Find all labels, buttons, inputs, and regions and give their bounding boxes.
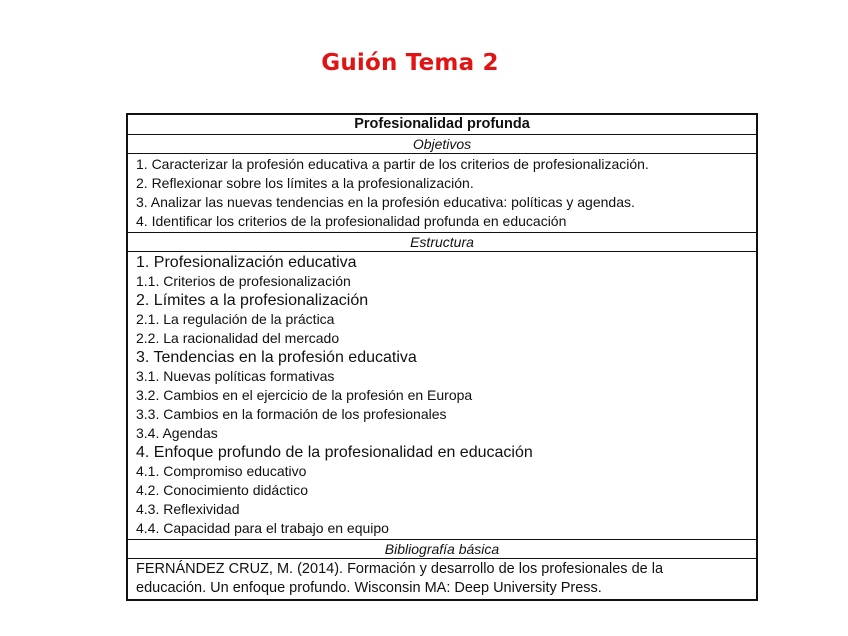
- estructura-label: Estructura: [128, 233, 756, 252]
- syllabus-table: [126, 113, 758, 601]
- estructura-subsection: 2.1. La regulación de la práctica: [136, 311, 335, 327]
- estructura-subsection: 3.2. Cambios en el ejercicio de la profesión en Europa: [136, 387, 473, 403]
- bibliografia-line: FERNÁNDEZ CRUZ, M. (2014). Formación y desarrollo de los profesionales de la: [136, 561, 664, 577]
- estructura-subsection: 4.3. Reflexividad: [136, 501, 240, 517]
- estructura-subsection: 1.1. Criterios de profesionalización: [136, 273, 351, 289]
- estructura-subsection: 4.2. Conocimiento didáctico: [136, 482, 308, 498]
- estructura-subsection: 3.4. Agendas: [136, 425, 218, 441]
- page-title: Guión Tema 2: [321, 50, 499, 76]
- bibliografia-line: educación. Un enfoque profundo. Wisconsin MA: Deep University Press.: [136, 580, 602, 596]
- estructura-subsection: 3.1. Nuevas políticas formativas: [136, 368, 335, 384]
- estructura-subsection: 3.3. Cambios en la formación de los profesionales: [136, 406, 447, 422]
- estructura-section: 3. Tendencias en la profesión educativa: [136, 349, 417, 366]
- estructura-section: 1. Profesionalización educativa: [136, 254, 357, 271]
- estructura-subsection: 4.4. Capacidad para el trabajo en equipo: [136, 520, 389, 536]
- objetivo-item: 1. Caracterizar la profesión educativa a partir de los criterios de profesionalización.: [136, 156, 649, 172]
- estructura-subsection: 2.2. La racionalidad del mercado: [136, 330, 340, 346]
- bibliografia-entry: [128, 559, 756, 599]
- estructura-section: 4. Enfoque profundo de la profesionalidad en educación: [136, 444, 533, 461]
- estructura-section: 2. Límites a la profesionalización: [136, 292, 369, 309]
- estructura-subsection: 4.1. Compromiso educativo: [136, 463, 307, 479]
- bibliografia-label: Bibliografía básica: [128, 540, 756, 559]
- objetivo-item: 3. Analizar las nuevas tendencias en la profesión educativa: políticas y agendas.: [136, 194, 635, 210]
- objetivos-label: Objetivos: [128, 135, 756, 154]
- estructura-list: [128, 252, 756, 540]
- objetivo-item: 4. Identificar los criterios de la profesionalidad profunda en educación: [136, 213, 567, 229]
- table-header: Profesionalidad profunda: [128, 115, 756, 135]
- objetivo-item: 2. Reflexionar sobre los límites a la profesionalización.: [136, 175, 474, 191]
- objetivos-list: [128, 154, 756, 233]
